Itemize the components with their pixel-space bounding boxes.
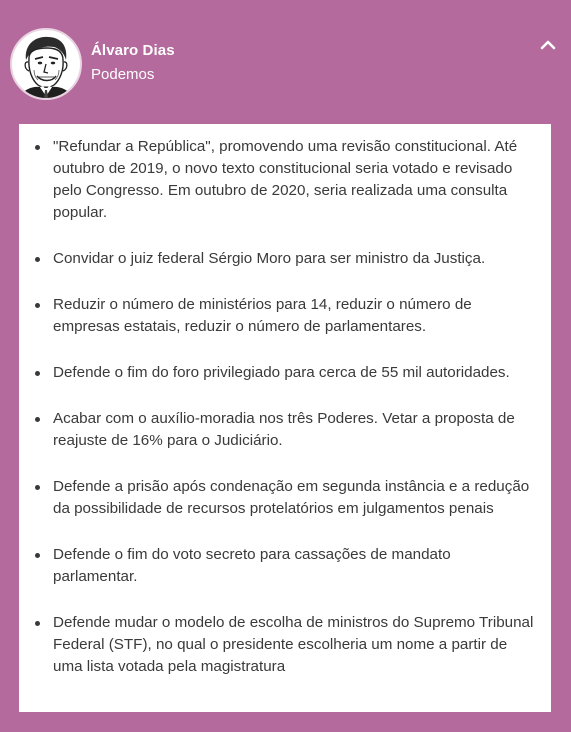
proposals-list [19, 124, 551, 678]
list-item: Acabar com o auxílio-moradia nos três Poderes. Vetar a proposta de reajuste de 16% para o Judiciário. [53, 408, 537, 452]
candidate-name: Álvaro Dias [91, 42, 175, 59]
candidate-avatar [10, 28, 82, 100]
list-item: Defende o fim do foro privilegiado para cerca de 55 mil autoridades. [53, 362, 537, 384]
candidate-header[interactable] [0, 0, 571, 124]
caricature-portrait-icon [12, 30, 80, 98]
list-item: "Refundar a República", promovendo uma revisão constitucional. Até outubro de 2019, o novo texto constitucional seria votado e revisado pelo Congresso. Em outubro de 2020, seria realizada uma consulta popular. [53, 136, 537, 224]
list-item: Defende mudar o modelo de escolha de ministros do Supremo Tribunal Federal (STF), no qual o presidente escolheria um nome a partir de uma lista votada pela magistratura [53, 612, 537, 678]
chevron-up-icon[interactable] [536, 34, 560, 54]
proposals-card [19, 124, 551, 712]
candidate-party: Podemos [91, 66, 155, 83]
list-item: Reduzir o número de ministérios para 14, reduzir o número de empresas estatais, reduzir o número de parlamentares. [53, 294, 537, 338]
list-item: Convidar o juiz federal Sérgio Moro para ser ministro da Justiça. [53, 248, 537, 270]
list-item: Defende a prisão após condenação em segunda instância e a redução da possibilidade de recursos protelatórios em julgamentos penais [53, 476, 537, 520]
list-item: Defende o fim do voto secreto para cassações de mandato parlamentar. [53, 544, 537, 588]
